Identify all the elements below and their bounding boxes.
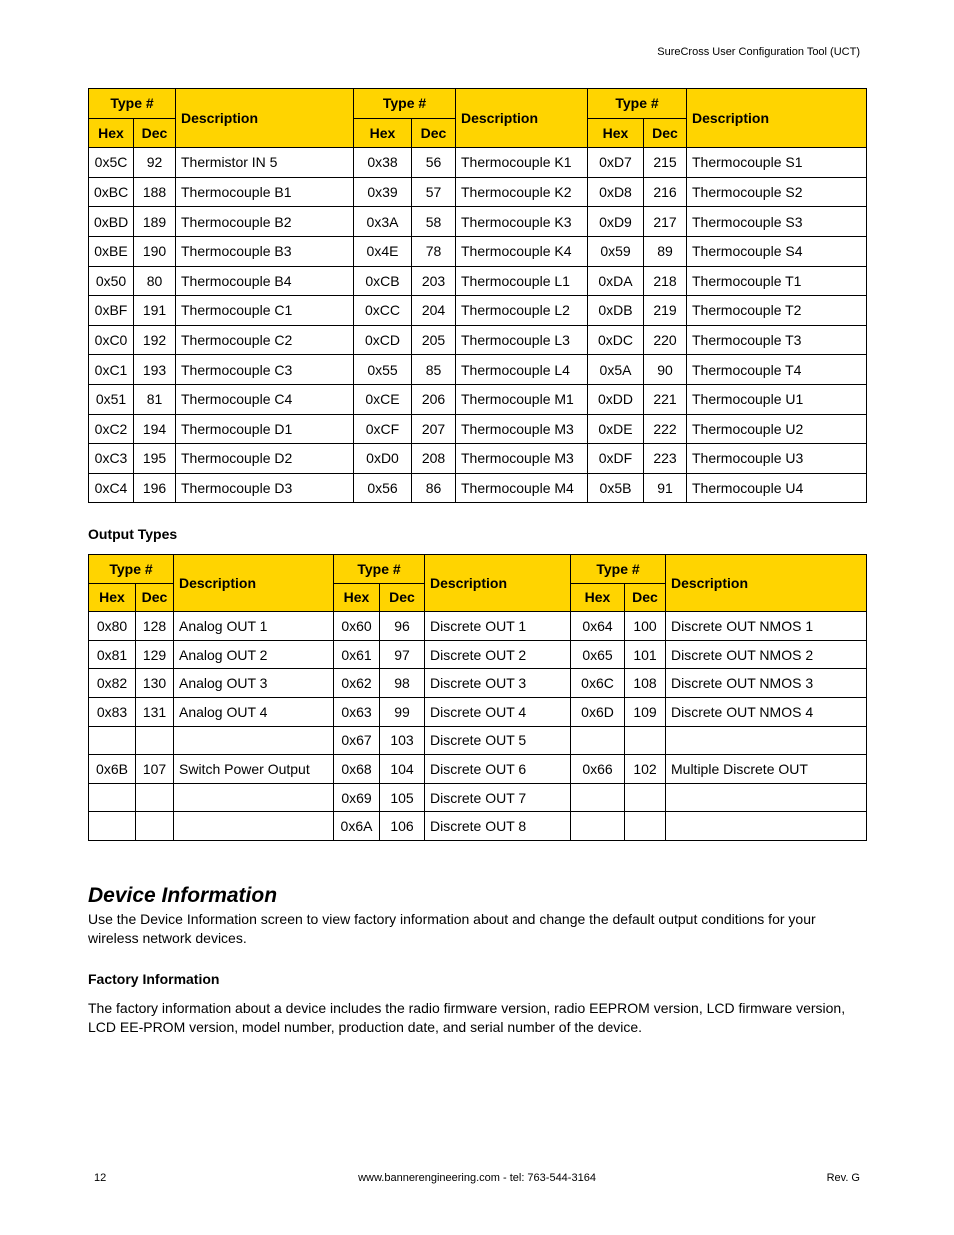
dec-cell: 188: [134, 177, 176, 207]
description-cell: Thermocouple U1: [687, 384, 867, 414]
hex-cell: 0x6C: [571, 669, 625, 698]
dec-header: Dec: [136, 583, 174, 612]
page-number: 12: [94, 1172, 107, 1184]
description-cell: Thermistor IN 5: [176, 148, 354, 178]
description-cell: [666, 783, 867, 812]
description-cell: Thermocouple K2: [456, 177, 588, 207]
dec-cell: [625, 726, 666, 755]
dec-cell: [625, 812, 666, 841]
description-cell: Thermocouple M4: [456, 473, 588, 503]
table-row: [89, 414, 867, 444]
dec-cell: 129: [136, 640, 174, 669]
description-cell: Thermocouple C1: [176, 296, 354, 326]
description-cell: Thermocouple M3: [456, 444, 588, 474]
table-row: [89, 473, 867, 503]
hex-cell: 0x63: [334, 697, 380, 726]
hex-cell: 0x68: [334, 755, 380, 784]
description-cell: Thermocouple S4: [687, 236, 867, 266]
description-cell: Switch Power Output: [174, 755, 334, 784]
table-row: [89, 325, 867, 355]
description-cell: Discrete OUT 4: [425, 697, 571, 726]
dec-cell: 128: [136, 612, 174, 641]
hex-cell: 0x69: [334, 783, 380, 812]
document-title: SureCross User Configuration Tool (UCT): [657, 46, 860, 58]
description-cell: Multiple Discrete OUT: [666, 755, 867, 784]
description-cell: [174, 726, 334, 755]
dec-cell: 193: [134, 355, 176, 385]
hex-cell: 0xCF: [354, 414, 412, 444]
output-types-table: [88, 554, 867, 841]
description-cell: Discrete OUT 2: [425, 640, 571, 669]
table-row: [89, 783, 867, 812]
dec-cell: 85: [412, 355, 456, 385]
description-cell: Analog OUT 4: [174, 697, 334, 726]
type-header: Type #: [89, 89, 176, 119]
output-types-heading: Output Types: [88, 526, 178, 542]
dec-cell: 86: [412, 473, 456, 503]
dec-cell: 130: [136, 669, 174, 698]
table-row: [89, 236, 867, 266]
dec-cell: 205: [412, 325, 456, 355]
dec-cell: 104: [380, 755, 425, 784]
table-row: [89, 669, 867, 698]
dec-cell: 219: [644, 296, 687, 326]
description-cell: Thermocouple S2: [687, 177, 867, 207]
dec-cell: 194: [134, 414, 176, 444]
hex-cell: 0x62: [334, 669, 380, 698]
device-information-intro: Use the Device Information screen to view factory information about and change the default output conditions for your wireless network devices.: [88, 911, 816, 946]
table-row: [89, 207, 867, 237]
hex-cell: 0x80: [89, 612, 136, 641]
dec-cell: 57: [412, 177, 456, 207]
description-cell: Thermocouple S3: [687, 207, 867, 237]
hex-cell: 0x50: [89, 266, 134, 296]
description-cell: Thermocouple L3: [456, 325, 588, 355]
dec-cell: 208: [412, 444, 456, 474]
factory-information-text: The factory information about a device includes the radio firmware version, radio EEPROM version, LCD firmware version, LCD EE-PROM version, model number, production date, and serial number of the device.: [88, 1000, 846, 1035]
table-row: [89, 812, 867, 841]
dec-cell: 92: [134, 148, 176, 178]
hex-cell: 0xD9: [588, 207, 644, 237]
hex-cell: [571, 726, 625, 755]
dec-cell: 216: [644, 177, 687, 207]
hex-cell: 0x61: [334, 640, 380, 669]
hex-cell: 0xCE: [354, 384, 412, 414]
dec-cell: 58: [412, 207, 456, 237]
hex-cell: 0x3A: [354, 207, 412, 237]
table-row: [89, 384, 867, 414]
hex-cell: 0xC0: [89, 325, 134, 355]
hex-cell: 0xDC: [588, 325, 644, 355]
description-cell: Thermocouple C4: [176, 384, 354, 414]
hex-cell: 0x6A: [334, 812, 380, 841]
hex-cell: [89, 783, 136, 812]
dec-header: Dec: [380, 583, 425, 612]
hex-cell: 0x5B: [588, 473, 644, 503]
hex-cell: 0xD8: [588, 177, 644, 207]
description-cell: Discrete OUT NMOS 1: [666, 612, 867, 641]
description-cell: Thermocouple B2: [176, 207, 354, 237]
hex-cell: [89, 726, 136, 755]
hex-cell: 0x82: [89, 669, 136, 698]
description-header: Description: [666, 555, 867, 612]
description-cell: Thermocouple B1: [176, 177, 354, 207]
table-row: [89, 296, 867, 326]
hex-cell: 0x6B: [89, 755, 136, 784]
dec-cell: 204: [412, 296, 456, 326]
footer-contact: www.bannerengineering.com - tel: 763-544-3164: [358, 1172, 596, 1184]
description-cell: Thermocouple M3: [456, 414, 588, 444]
input-types-table: [88, 88, 867, 503]
hex-cell: 0x5A: [588, 355, 644, 385]
dec-cell: 203: [412, 266, 456, 296]
description-cell: Thermocouple L4: [456, 355, 588, 385]
description-cell: Thermocouple D3: [176, 473, 354, 503]
hex-cell: 0xC2: [89, 414, 134, 444]
dec-cell: 89: [644, 236, 687, 266]
dec-cell: 100: [625, 612, 666, 641]
hex-cell: 0xC1: [89, 355, 134, 385]
device-information-heading: Device Information: [88, 884, 278, 907]
dec-cell: 223: [644, 444, 687, 474]
table-row: [89, 726, 867, 755]
description-cell: Thermocouple K4: [456, 236, 588, 266]
dec-cell: 221: [644, 384, 687, 414]
description-cell: Thermocouple S1: [687, 148, 867, 178]
dec-cell: 131: [136, 697, 174, 726]
hex-cell: 0x81: [89, 640, 136, 669]
dec-cell: 80: [134, 266, 176, 296]
dec-cell: 108: [625, 669, 666, 698]
hex-cell: 0xCB: [354, 266, 412, 296]
hex-cell: 0xBF: [89, 296, 134, 326]
description-cell: Thermocouple M1: [456, 384, 588, 414]
dec-cell: 195: [134, 444, 176, 474]
hex-cell: 0x6D: [571, 697, 625, 726]
description-cell: Thermocouple U2: [687, 414, 867, 444]
dec-header: Dec: [625, 583, 666, 612]
hex-cell: 0xBC: [89, 177, 134, 207]
dec-cell: 220: [644, 325, 687, 355]
table-row: [89, 148, 867, 178]
dec-cell: 78: [412, 236, 456, 266]
hex-cell: 0x65: [571, 640, 625, 669]
dec-cell: 90: [644, 355, 687, 385]
dec-cell: 56: [412, 148, 456, 178]
description-header: Description: [176, 89, 354, 148]
description-cell: Discrete OUT 5: [425, 726, 571, 755]
dec-cell: 190: [134, 236, 176, 266]
description-cell: Thermocouple T4: [687, 355, 867, 385]
hex-cell: 0x59: [588, 236, 644, 266]
hex-cell: 0x5C: [89, 148, 134, 178]
dec-cell: 81: [134, 384, 176, 414]
dec-cell: 207: [412, 414, 456, 444]
hex-cell: 0xDB: [588, 296, 644, 326]
dec-cell: 105: [380, 783, 425, 812]
hex-cell: 0xDF: [588, 444, 644, 474]
description-cell: Thermocouple C3: [176, 355, 354, 385]
hex-cell: 0xC3: [89, 444, 134, 474]
factory-information-heading: Factory Information: [88, 971, 220, 987]
dec-cell: 101: [625, 640, 666, 669]
description-cell: Analog OUT 1: [174, 612, 334, 641]
description-cell: [666, 726, 867, 755]
dec-cell: 218: [644, 266, 687, 296]
hex-cell: 0x55: [354, 355, 412, 385]
description-cell: Discrete OUT 8: [425, 812, 571, 841]
description-cell: Thermocouple U4: [687, 473, 867, 503]
dec-cell: [136, 812, 174, 841]
hex-header: Hex: [334, 583, 380, 612]
output-types-body: [89, 612, 867, 841]
hex-cell: 0x51: [89, 384, 134, 414]
dec-cell: 97: [380, 640, 425, 669]
description-cell: Thermocouple D2: [176, 444, 354, 474]
description-header: Description: [425, 555, 571, 612]
description-header: Description: [174, 555, 334, 612]
dec-cell: 192: [134, 325, 176, 355]
dec-cell: [136, 726, 174, 755]
dec-header: Dec: [134, 118, 176, 148]
table-header-row: [89, 555, 867, 584]
hex-cell: 0x38: [354, 148, 412, 178]
hex-cell: 0x4E: [354, 236, 412, 266]
revision-label: Rev. G: [826, 1172, 860, 1184]
type-header: Type #: [571, 555, 666, 584]
hex-cell: [89, 812, 136, 841]
description-cell: [174, 783, 334, 812]
description-cell: Thermocouple B4: [176, 266, 354, 296]
description-cell: Thermocouple K1: [456, 148, 588, 178]
dec-cell: [625, 783, 666, 812]
table-row: [89, 355, 867, 385]
hex-cell: [571, 812, 625, 841]
table-row: [89, 444, 867, 474]
hex-cell: 0xC4: [89, 473, 134, 503]
dec-cell: 189: [134, 207, 176, 237]
description-header: Description: [456, 89, 588, 148]
description-cell: Thermocouple B3: [176, 236, 354, 266]
description-cell: Thermocouple K3: [456, 207, 588, 237]
description-cell: Thermocouple T1: [687, 266, 867, 296]
hex-cell: 0xCC: [354, 296, 412, 326]
description-cell: Discrete OUT 6: [425, 755, 571, 784]
description-cell: Discrete OUT 7: [425, 783, 571, 812]
hex-cell: 0x39: [354, 177, 412, 207]
dec-cell: 191: [134, 296, 176, 326]
description-cell: [174, 812, 334, 841]
dec-cell: 215: [644, 148, 687, 178]
hex-cell: 0x60: [334, 612, 380, 641]
table-row: [89, 266, 867, 296]
table-row: [89, 177, 867, 207]
hex-cell: 0xD0: [354, 444, 412, 474]
description-cell: Analog OUT 3: [174, 669, 334, 698]
description-cell: Thermocouple U3: [687, 444, 867, 474]
description-cell: Thermocouple T3: [687, 325, 867, 355]
description-cell: Discrete OUT NMOS 3: [666, 669, 867, 698]
dec-cell: 96: [380, 612, 425, 641]
description-cell: Thermocouple L2: [456, 296, 588, 326]
type-header: Type #: [89, 555, 174, 584]
dec-cell: 107: [136, 755, 174, 784]
dec-header: Dec: [644, 118, 687, 148]
table-row: [89, 612, 867, 641]
type-header: Type #: [334, 555, 425, 584]
hex-header: Hex: [89, 583, 136, 612]
dec-header: Dec: [412, 118, 456, 148]
dec-cell: 102: [625, 755, 666, 784]
dec-cell: 91: [644, 473, 687, 503]
type-header: Type #: [588, 89, 687, 119]
description-cell: Analog OUT 2: [174, 640, 334, 669]
type-header: Type #: [354, 89, 456, 119]
hex-cell: 0xBE: [89, 236, 134, 266]
table-row: [89, 640, 867, 669]
dec-cell: 222: [644, 414, 687, 444]
hex-cell: 0x64: [571, 612, 625, 641]
hex-header: Hex: [588, 118, 644, 148]
hex-header: Hex: [354, 118, 412, 148]
hex-cell: 0xCD: [354, 325, 412, 355]
description-header: Description: [687, 89, 867, 148]
dec-cell: 99: [380, 697, 425, 726]
table-row: [89, 697, 867, 726]
dec-cell: 98: [380, 669, 425, 698]
hex-cell: 0xDE: [588, 414, 644, 444]
description-cell: Discrete OUT 3: [425, 669, 571, 698]
hex-cell: 0x83: [89, 697, 136, 726]
description-cell: Thermocouple C2: [176, 325, 354, 355]
description-cell: Discrete OUT NMOS 2: [666, 640, 867, 669]
hex-cell: 0xDA: [588, 266, 644, 296]
input-types-body: [89, 148, 867, 503]
dec-cell: [136, 783, 174, 812]
description-cell: Thermocouple T2: [687, 296, 867, 326]
hex-cell: 0xDD: [588, 384, 644, 414]
hex-header: Hex: [89, 118, 134, 148]
description-cell: [666, 812, 867, 841]
hex-cell: 0xD7: [588, 148, 644, 178]
hex-cell: [571, 783, 625, 812]
dec-cell: 109: [625, 697, 666, 726]
dec-cell: 196: [134, 473, 176, 503]
dec-cell: 106: [380, 812, 425, 841]
table-row: [89, 755, 867, 784]
description-cell: Discrete OUT NMOS 4: [666, 697, 867, 726]
hex-header: Hex: [571, 583, 625, 612]
hex-cell: 0x56: [354, 473, 412, 503]
dec-cell: 103: [380, 726, 425, 755]
hex-cell: 0x66: [571, 755, 625, 784]
dec-cell: 217: [644, 207, 687, 237]
table-header-row: [89, 89, 867, 119]
hex-cell: 0x67: [334, 726, 380, 755]
description-cell: Discrete OUT 1: [425, 612, 571, 641]
dec-cell: 206: [412, 384, 456, 414]
hex-cell: 0xBD: [89, 207, 134, 237]
description-cell: Thermocouple L1: [456, 266, 588, 296]
description-cell: Thermocouple D1: [176, 414, 354, 444]
